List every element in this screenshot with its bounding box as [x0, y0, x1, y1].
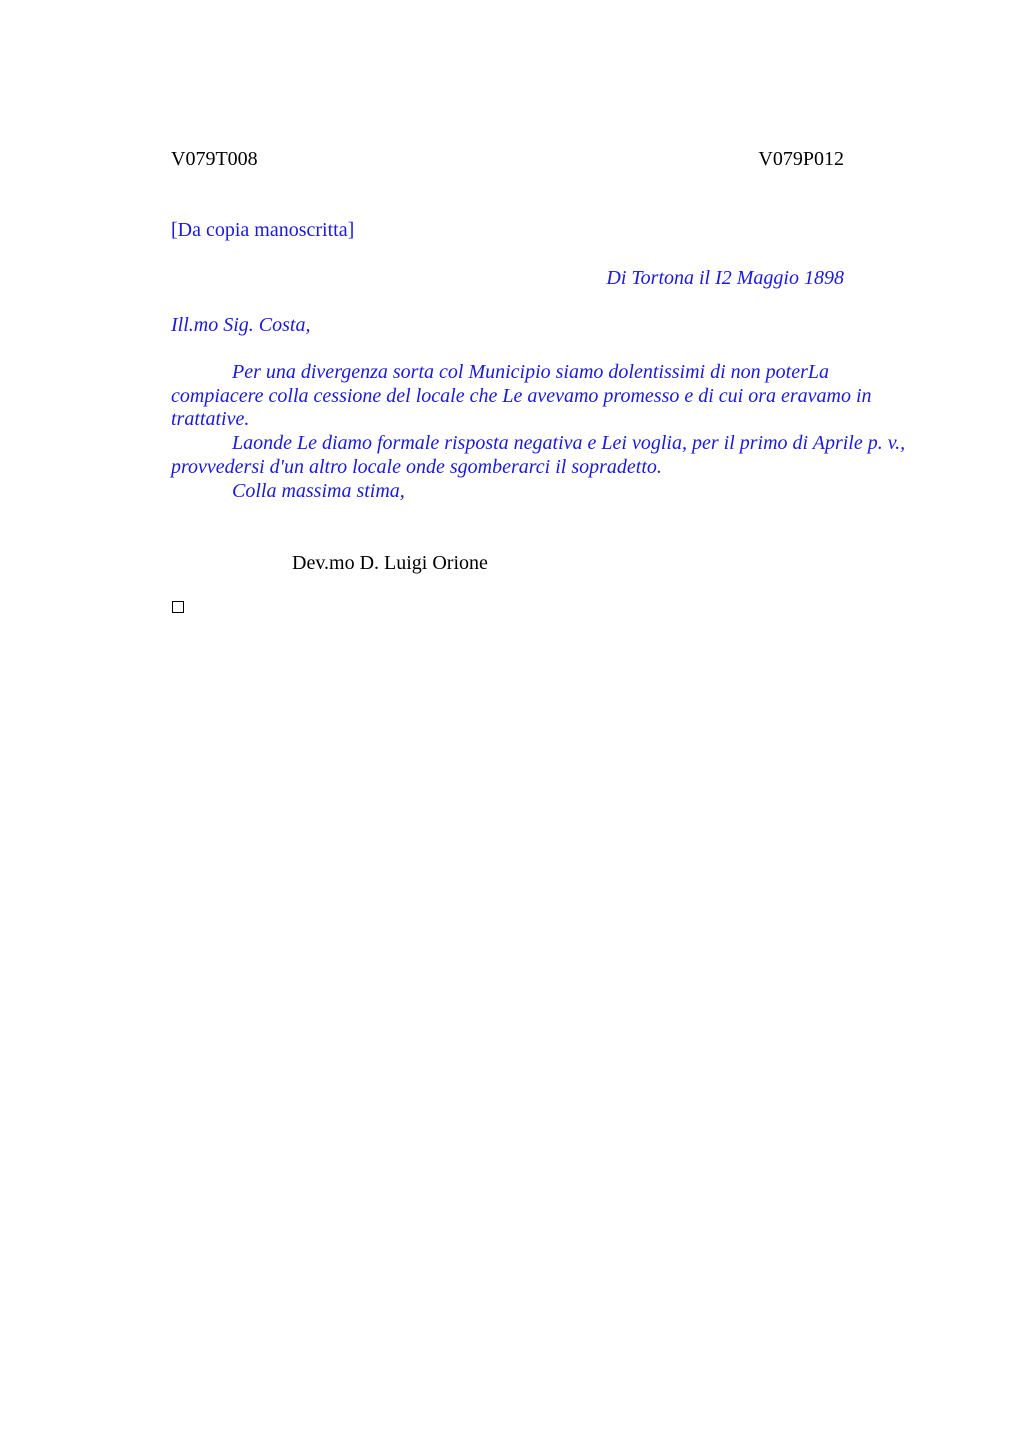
source-note: [Da copia manoscritta]: [171, 219, 355, 241]
body-paragraph: Laonde Le diamo formale risposta negativa e Lei voglia, per il primo di Aprile p. v., provvedersi d'un altro locale onde sgomberarci il sopradetto.: [171, 432, 906, 478]
body-paragraph: Per una divergenza sorta col Municipio siamo dolentissimi di non poterLa compiacere colla cessione del locale che Le avevamo promesso e di cui ora eravamo in trattative.: [171, 361, 872, 431]
closing-line: Colla massima stima,: [232, 479, 405, 502]
document-code-left: V079T008: [171, 148, 258, 170]
date-line: Di Tortona il I2 Maggio 1898: [606, 267, 844, 289]
document-code-right: V079P012: [758, 148, 844, 170]
square-outline-icon: [172, 601, 184, 613]
salutation: Ill.mo Sig. Costa,: [171, 314, 311, 336]
signature: Dev.mo D. Luigi Orione: [292, 552, 488, 574]
letter-body: [171, 361, 911, 503]
